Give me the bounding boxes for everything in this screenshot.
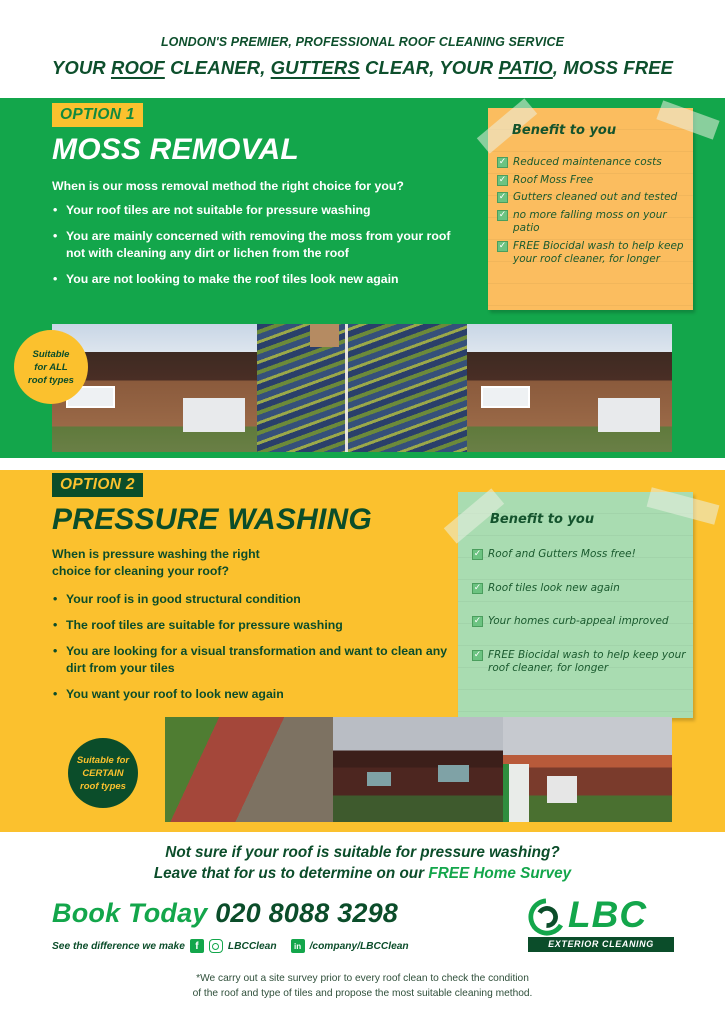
benefit-text: Gutters cleaned out and tested	[513, 191, 678, 203]
option2-photo-strip	[165, 717, 672, 822]
benefit-item	[497, 174, 689, 188]
linkedin-icon[interactable]: in	[291, 939, 305, 953]
photo-house-with-van	[503, 717, 672, 822]
photo-roof-washing	[165, 717, 333, 822]
slogan-part-patio: PATIO	[498, 57, 553, 78]
bullet-item: • You are not looking to make the roof tiles look new again	[52, 271, 472, 288]
benefit-item	[497, 209, 689, 236]
checkbox-checked-icon: ✓	[498, 209, 507, 220]
linkedin-path[interactable]: /company/LBCClean	[309, 940, 409, 952]
benefit-item	[472, 649, 687, 676]
photo-mossy-roof	[257, 324, 467, 452]
option1-photo-strip	[52, 324, 672, 452]
bullet-item: • The roof tiles are suitable for pressure washing	[52, 617, 452, 634]
disclaimer-line: of the roof and type of tiles and propose the most suitable cleaning method.	[192, 987, 533, 999]
option1-tag: OPTION 1	[52, 103, 143, 127]
page-header	[0, 0, 725, 98]
social-prefix: See the difference we make	[52, 940, 185, 952]
badge-line: Suitable for	[76, 754, 130, 766]
social-links	[52, 939, 409, 953]
slogan-part-roof: ROOF	[110, 57, 165, 78]
benefit-item	[472, 548, 687, 562]
benefit-text: no more falling moss on your patio	[513, 208, 667, 234]
instagram-icon[interactable]	[209, 939, 223, 953]
badge-line: for ALL	[34, 361, 68, 373]
benefit-text: Your homes curb-appeal improved	[488, 615, 669, 627]
page-footer	[0, 832, 725, 1024]
benefit-item	[472, 582, 687, 596]
slogan-part: CLEAR, YOUR	[359, 57, 499, 78]
benefit-text: FREE Biocidal wash to help keep your roof cleaner, for longer	[488, 648, 686, 674]
option1-benefits-note	[488, 108, 693, 310]
disclaimer-line: *We carry out a site survey prior to every roof clean to check the condition	[196, 973, 529, 984]
photo-house-before	[52, 324, 257, 452]
option2-question: When is pressure washing the right choice for cleaning your roof?	[52, 547, 260, 578]
benefit-text: Roof Moss Free	[513, 173, 594, 186]
photo-house-after	[467, 324, 672, 452]
checkbox-checked-icon: ✓	[473, 582, 482, 593]
option1-section	[0, 98, 725, 458]
suitable-all-badge	[14, 330, 88, 404]
phone-number[interactable]: 020 8088 3298	[215, 898, 398, 928]
checkbox-checked-icon: ✓	[498, 240, 507, 251]
checkbox-checked-icon: ✓	[498, 157, 507, 167]
booking-line	[52, 898, 398, 929]
option2-section	[0, 470, 725, 832]
survey-offer-text: Leave that for us to determine on our	[153, 865, 429, 882]
benefit-text: Reduced maintenance costs	[513, 156, 662, 168]
slogan-part: , MOSS FREE	[552, 57, 674, 78]
slogan-part-gutters: GUTTERS	[270, 57, 360, 78]
header-tagline: LONDON'S PREMIER, PROFESSIONAL ROOF CLEANING SERVICE	[160, 35, 565, 49]
benefit-item	[497, 240, 689, 267]
logo-subtext: EXTERIOR CLEANING	[528, 937, 674, 952]
logo-text: LBC	[568, 894, 648, 935]
photo-dark-brick-house	[333, 717, 503, 822]
benefit-text: FREE Biocidal wash to help keep your roof cleaner, for longer	[513, 239, 684, 265]
option2-benefits-note	[458, 492, 693, 718]
option1-bullets	[52, 202, 472, 297]
slogan-part: CLEANER,	[164, 57, 271, 78]
checkbox-checked-icon: ✓	[498, 174, 507, 185]
option1-question: When is our moss removal method the right choice for you?	[52, 179, 404, 193]
facebook-icon[interactable]: f	[190, 939, 204, 953]
lbc-logo	[528, 894, 674, 954]
benefit-item	[497, 191, 689, 205]
tape-strip	[647, 487, 720, 524]
badge-line: roof types	[28, 374, 74, 386]
swirl-logo-icon	[528, 898, 566, 936]
option2-bullets	[52, 591, 452, 712]
header-slogan	[0, 57, 725, 79]
checkbox-checked-icon: ✓	[473, 649, 482, 660]
book-today-label: Book Today	[52, 898, 208, 928]
badge-line: Suitable	[32, 348, 70, 360]
suitable-certain-badge	[68, 738, 138, 808]
option2-tag: OPTION 2	[52, 473, 143, 497]
social-handle[interactable]: LBCClean	[227, 940, 277, 952]
disclaimer	[0, 972, 725, 1001]
option2-title: PRESSURE WASHING	[52, 503, 372, 536]
badge-line: CERTAIN	[82, 767, 124, 779]
benefits-list	[497, 156, 689, 271]
bullet-item: • You are looking for a visual transformation and want to clean any dirt from your tiles	[52, 643, 452, 677]
tape-strip	[656, 100, 719, 139]
option1-title: MOSS REMOVAL	[52, 133, 299, 166]
benefit-item	[497, 156, 689, 170]
bullet-item: • Your roof tiles are not suitable for pressure washing	[52, 202, 472, 219]
benefit-item	[472, 615, 687, 629]
checkbox-checked-icon: ✓	[498, 192, 507, 202]
bullet-item: • Your roof is in good structural condition	[52, 591, 452, 608]
benefit-text: Roof and Gutters Moss free!	[488, 548, 636, 560]
benefit-text: Roof tiles look new again	[488, 581, 620, 594]
checkbox-checked-icon: ✓	[473, 616, 482, 626]
survey-offer	[0, 865, 725, 883]
bullet-item: • You want your roof to look new again	[52, 686, 452, 703]
benefits-title: Benefit to you	[512, 123, 617, 138]
bullet-item: • You are mainly concerned with removing the moss from your roof not with cleaning any dirt or lichen from the roof	[52, 228, 472, 262]
section-divider	[0, 458, 725, 470]
survey-question: Not sure if your roof is suitable for pressure washing?	[165, 844, 560, 861]
checkbox-checked-icon: ✓	[473, 549, 482, 559]
badge-line: roof types	[80, 780, 126, 792]
free-survey-highlight: FREE Home Survey	[428, 865, 572, 882]
slogan-part: YOUR	[51, 57, 111, 78]
benefits-list	[472, 548, 687, 696]
benefits-title: Benefit to you	[490, 512, 595, 527]
